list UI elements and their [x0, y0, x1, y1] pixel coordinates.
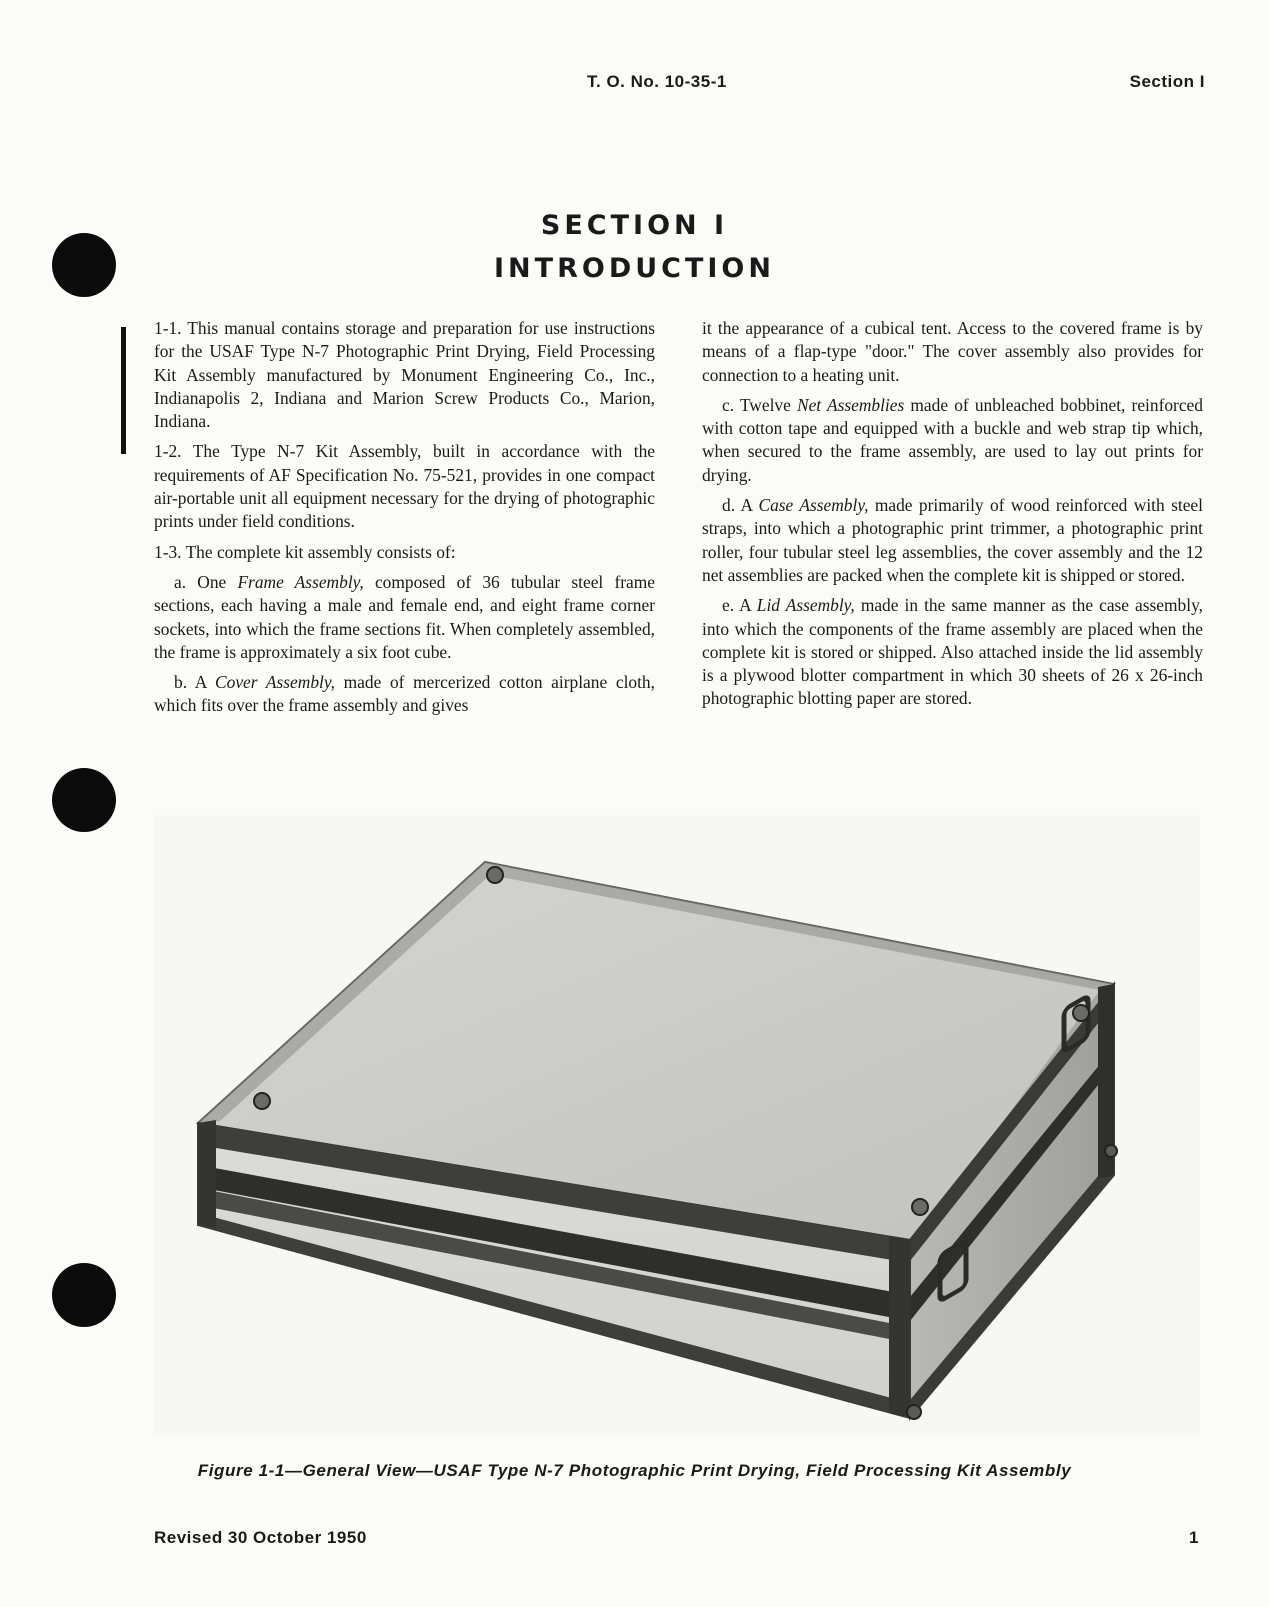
latch-left — [254, 1093, 270, 1109]
revision-date: Revised 30 October 1950 — [154, 1528, 367, 1547]
item-b-term: Cover Assembly, — [215, 672, 335, 693]
binder-hole-bottom — [52, 1263, 116, 1327]
item-e-text: made in the same manner as the case assembly, into which the components of the frame assembly are placed when the complete kit is stored or shipped. Also attached inside the lid assembly is a plywood blotter compartment in which 30 sheets of 26 x 26-inch photographic blotting paper are stored. — [702, 595, 1203, 709]
front-edge-strap-left — [198, 1120, 216, 1228]
item-a-term: Frame Assembly, — [237, 571, 364, 592]
corner-cap-bottom — [907, 1405, 921, 1419]
section-label: Section I — [1129, 72, 1205, 91]
page-number: 1 — [1189, 1528, 1199, 1547]
item-e-prefix: e. A — [722, 595, 757, 616]
item-c-prefix: c. Twelve — [722, 394, 797, 415]
item-b-continued: it the appearance of a cubical tent. Access to the covered frame is by means of a flap-type "door." The cover assembly also provides for connection to a heating unit. — [702, 318, 1203, 385]
item-b — [154, 671, 655, 718]
right-column — [702, 317, 1203, 718]
latch-front — [912, 1199, 928, 1215]
binder-hole-middle — [52, 768, 116, 832]
section-subtitle: INTRODUCTION — [494, 253, 775, 284]
corner-cap-side — [1105, 1145, 1117, 1157]
item-c-text: made of unbleached bobbinet, reinforced with cotton tape and equipped with a buckle and web strap tip which, when secured to the frame assembly, are used to lay out prints for drying. — [702, 394, 1203, 485]
paragraph-1-2: 1-2. The Type N-7 Kit Assembly, built in accordance with the requirements of AF Specification No. 75-521, provides in one compact air-portable unit all equipment necessary for the drying of photographic prints under field conditions. — [154, 441, 655, 532]
section-title: SECTION I — [540, 210, 729, 241]
item-b-text: made of mercerized cotton airplane cloth, which fits over the frame assembly and gives — [154, 672, 655, 716]
item-a — [154, 571, 655, 664]
front-edge-strap-right — [889, 1236, 910, 1418]
item-a-text: composed of 36 tubular steel frame sections, each having a male and female end, and eight frame corner sockets, into which the frame sections fit. When completely assembled, the frame is approximately a six foot cube. — [154, 571, 656, 662]
item-d-text: made primarily of wood reinforced with steel straps, into which a photographic print trimmer, a photographic print roller, four tubular steel leg assemblies, the cover assembly and the 12 net assemblies are packed when the complete kit is shipped or stored. — [702, 495, 1203, 585]
item-e-term: Lid Assembly, — [756, 595, 855, 616]
item-d-term: Case Assembly, — [758, 495, 869, 516]
latch-right — [1073, 1005, 1089, 1021]
item-c-term: Net Assemblies — [796, 394, 905, 415]
item-d — [702, 494, 1203, 587]
figure-caption: Figure 1-1—General View—USAF Type N-7 Photographic Print Drying, Field Processing Kit Assembly — [197, 1461, 1072, 1480]
paragraph-1-1: 1-1. This manual contains storage and preparation for use instructions for the USAF Type N-7 Photographic Print Drying, Field Processing Kit Assembly manufactured by Monument Engineering Co., Inc., Indianapolis 2, Indiana and Marion Screw Products Co., Marion, Indiana. — [154, 318, 655, 432]
item-e — [702, 594, 1203, 710]
item-d-prefix: d. A — [722, 495, 759, 516]
item-a-prefix: a. One — [174, 571, 238, 592]
revision-change-bar — [121, 327, 126, 454]
latch-rear-left — [487, 867, 503, 883]
paragraph-1-3: 1-3. The complete kit assembly consists of: — [154, 541, 456, 562]
to-number: T. O. No. 10-35-1 — [587, 72, 727, 91]
kit-case-figure — [154, 815, 1200, 1435]
left-column — [154, 317, 655, 725]
item-b-prefix: b. A — [174, 672, 216, 693]
item-c — [702, 394, 1203, 487]
